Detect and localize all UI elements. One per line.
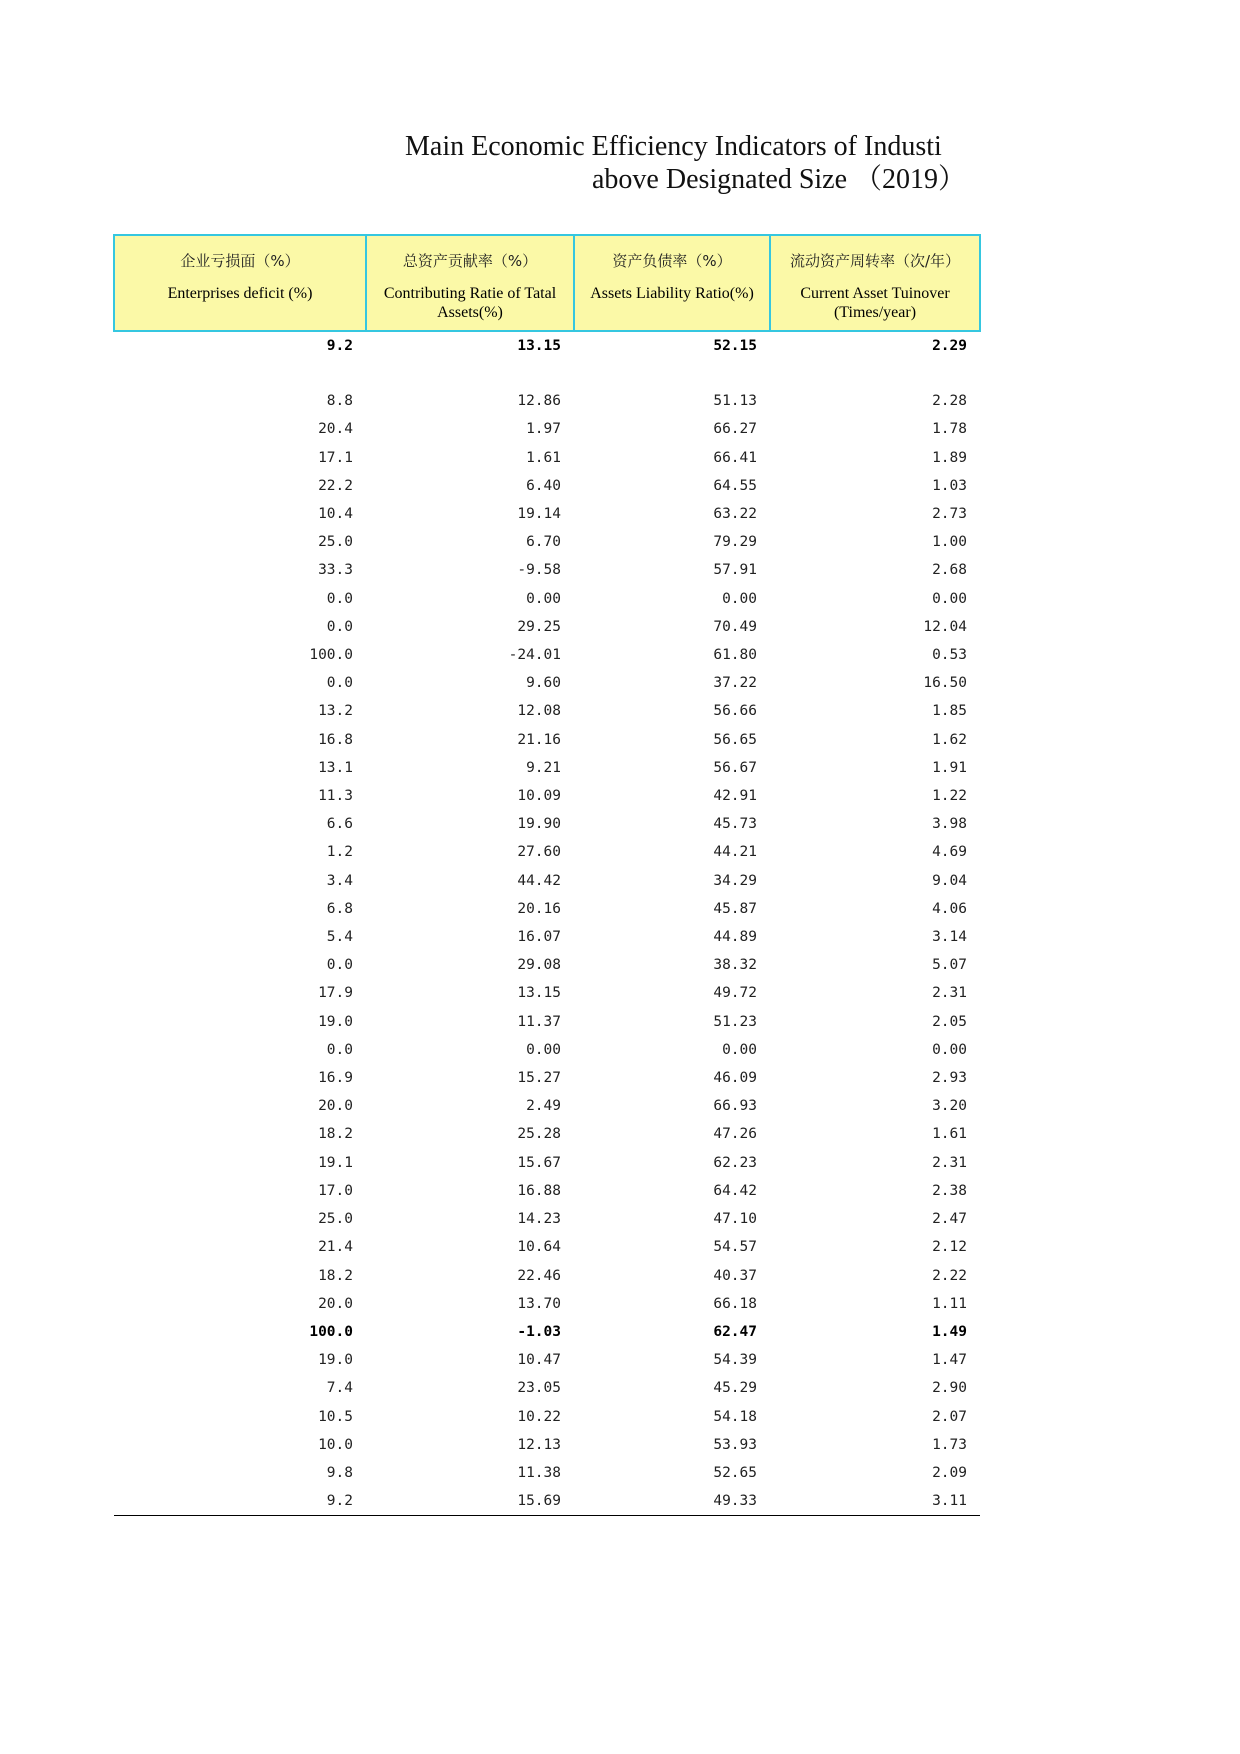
table-cell: 64.42	[713, 1182, 757, 1199]
table-row	[114, 1487, 980, 1516]
table-cell: 9.2	[114, 1487, 366, 1516]
table-row	[114, 726, 980, 754]
table-cell	[770, 360, 980, 387]
table-row	[114, 415, 980, 443]
table-cell: 20.0	[318, 1098, 353, 1115]
table-cell: 2.68	[932, 562, 967, 579]
table-row	[114, 754, 980, 782]
table-cell: 15.67	[517, 1154, 561, 1171]
table-cell: 57.91	[713, 562, 757, 579]
header-en: Enterprises deficit (%)	[167, 285, 313, 302]
table-cell: 19.0	[318, 1013, 353, 1030]
table-cell: 1.00	[932, 534, 967, 551]
table-cell: 12.04	[923, 618, 967, 635]
table-row	[114, 1318, 980, 1346]
header-assets-liability	[574, 235, 770, 331]
table-cell: 10.64	[517, 1239, 561, 1256]
table-row	[114, 1120, 980, 1148]
table-cell: 3.20	[932, 1098, 967, 1115]
table-cell: 66.27	[713, 421, 757, 438]
table-cell: 5.4	[326, 929, 353, 946]
table-cell: 54.39	[713, 1352, 757, 1369]
table-cell: 13.70	[517, 1295, 561, 1312]
table-cell	[114, 360, 366, 387]
table-cell: 45.29	[713, 1380, 757, 1397]
table-cell: 9.21	[526, 759, 561, 776]
table-cell: 1.91	[932, 759, 967, 776]
table-header	[114, 235, 980, 331]
table-row	[114, 472, 980, 500]
indicators-table	[113, 234, 981, 1516]
table-cell: 29.25	[517, 618, 561, 635]
header-zh: 总资产贡献率（%）	[402, 252, 538, 270]
table-cell: 33.3	[318, 562, 353, 579]
table-cell: 54.18	[713, 1408, 757, 1425]
table-cell: 1.97	[526, 421, 561, 438]
table-row	[114, 669, 980, 697]
table-cell: 10.5	[318, 1408, 353, 1425]
table-row	[114, 810, 980, 838]
table-row	[114, 1403, 980, 1431]
table-cell: 2.09	[932, 1464, 967, 1481]
title-line-2: above Designated Size （2019）	[592, 164, 967, 195]
table-cell: 21.4	[318, 1239, 353, 1256]
table-row	[114, 528, 980, 556]
table-row	[114, 1346, 980, 1374]
table-cell: 9.04	[932, 872, 967, 889]
table-cell: 53.93	[713, 1436, 757, 1453]
table-cell: 11.3	[318, 788, 353, 805]
table-row	[114, 1205, 980, 1233]
table-cell: 2.47	[932, 1211, 967, 1228]
table-cell: 47.26	[713, 1126, 757, 1143]
header-en: Contributing Ratie of Tatal Assets(%)	[383, 285, 557, 321]
table-cell: 7.4	[326, 1380, 353, 1397]
header-enterprises-deficit	[114, 235, 366, 331]
table-cell: 25.0	[318, 534, 353, 551]
table-cell: 16.07	[517, 929, 561, 946]
table-row	[114, 1177, 980, 1205]
table-cell: 1.2	[326, 844, 353, 861]
table-cell: 62.23	[713, 1154, 757, 1171]
table-cell: 4.06	[932, 900, 967, 917]
table-cell: 17.9	[318, 985, 353, 1002]
table-row	[114, 782, 980, 810]
table-cell: 6.40	[526, 477, 561, 494]
table-row	[114, 641, 980, 669]
table-cell: 2.31	[932, 985, 967, 1002]
table-cell: 18.2	[318, 1267, 353, 1284]
table-cell: 1.62	[932, 731, 967, 748]
table-cell: 10.4	[318, 506, 353, 523]
table-cell: 20.0	[318, 1295, 353, 1312]
table-cell: 1.03	[932, 477, 967, 494]
table-cell: 1.85	[932, 703, 967, 720]
table-row	[114, 697, 980, 725]
table-row	[114, 1149, 980, 1177]
table-cell: 12.13	[517, 1436, 561, 1453]
table-cell: 0.00	[932, 1041, 967, 1058]
table-cell: 1.47	[932, 1352, 967, 1369]
table-cell: 19.90	[517, 816, 561, 833]
table-row	[114, 951, 980, 979]
table-cell: 34.29	[713, 872, 757, 889]
table-cell: 20.4	[318, 421, 353, 438]
table-cell: 1.78	[932, 421, 967, 438]
table-cell: 52.65	[713, 1464, 757, 1481]
table-cell: 2.28	[932, 393, 967, 410]
table-cell: 46.09	[713, 1070, 757, 1087]
table-cell: 3.11	[770, 1487, 980, 1516]
table-cell: 16.50	[923, 675, 967, 692]
table-row	[114, 613, 980, 641]
table-cell: 23.05	[517, 1380, 561, 1397]
table-cell: 61.80	[713, 647, 757, 664]
table-cell: 5.07	[932, 957, 967, 974]
table-cell: -1.03	[517, 1323, 561, 1340]
table-cell: 2.90	[932, 1380, 967, 1397]
table-cell: 16.88	[517, 1182, 561, 1199]
table-cell: 17.0	[318, 1182, 353, 1199]
table-cell: 13.1	[318, 759, 353, 776]
table-cell: 12.08	[517, 703, 561, 720]
table-cell: 63.22	[713, 506, 757, 523]
header-zh: 企业亏损面（%）	[180, 252, 300, 270]
table-cell: 25.28	[517, 1126, 561, 1143]
table-cell: 42.91	[713, 788, 757, 805]
table-cell: 56.66	[713, 703, 757, 720]
table-cell: 64.55	[713, 477, 757, 494]
table-cell: 44.89	[713, 929, 757, 946]
table-row	[114, 1092, 980, 1120]
table-cell: 79.29	[713, 534, 757, 551]
table-cell: 2.49	[526, 1098, 561, 1115]
table-cell: 1.22	[932, 788, 967, 805]
table-row	[114, 1008, 980, 1036]
table-cell: 17.1	[318, 449, 353, 466]
table-cell: 2.29	[932, 338, 967, 354]
table-cell: 21.16	[517, 731, 561, 748]
table-cell: 56.67	[713, 759, 757, 776]
table-row	[114, 1262, 980, 1290]
table-cell: 6.8	[326, 900, 353, 917]
table-row	[114, 585, 980, 613]
table-cell: 1.11	[932, 1295, 967, 1312]
table-cell: 0.0	[326, 957, 353, 974]
table-cell: 15.27	[517, 1070, 561, 1087]
table-cell: 25.0	[318, 1211, 353, 1228]
table-cell: 1.61	[526, 449, 561, 466]
table-cell: 44.21	[713, 844, 757, 861]
table-cell: 52.15	[713, 338, 757, 354]
table-cell: 2.07	[932, 1408, 967, 1425]
table-row	[114, 1233, 980, 1261]
table-cell: 0.00	[722, 590, 757, 607]
table-cell: 22.2	[318, 477, 353, 494]
table-cell: 6.70	[526, 534, 561, 551]
table-cell: 10.09	[517, 788, 561, 805]
table-cell: 10.47	[517, 1352, 561, 1369]
table-row	[114, 1374, 980, 1402]
table-cell: 0.0	[326, 675, 353, 692]
table-cell: 15.69	[366, 1487, 574, 1516]
table-row	[114, 1036, 980, 1064]
table-cell: 11.37	[517, 1013, 561, 1030]
table-cell: 14.23	[517, 1211, 561, 1228]
table-cell: 62.47	[713, 1323, 757, 1340]
table-cell: 2.05	[932, 1013, 967, 1030]
table-row	[114, 1459, 980, 1487]
table-cell: 8.8	[326, 393, 353, 410]
table-cell: 13.2	[318, 703, 353, 720]
table-row	[114, 556, 980, 584]
table-cell: 45.73	[713, 816, 757, 833]
table-cell: 66.18	[713, 1295, 757, 1312]
table-cell	[366, 360, 574, 387]
table-row	[114, 500, 980, 528]
table-cell: 1.49	[932, 1323, 967, 1340]
table-cell: 1.73	[932, 1436, 967, 1453]
table-row	[114, 1064, 980, 1092]
table-cell: 12.86	[517, 393, 561, 410]
table-cell: 2.73	[932, 506, 967, 523]
header-en: Assets Liability Ratio(%)	[590, 285, 754, 302]
table-cell: -24.01	[508, 647, 561, 664]
table-cell: 45.87	[713, 900, 757, 917]
table-cell: 2.31	[932, 1154, 967, 1171]
table-cell: 38.32	[713, 957, 757, 974]
table-cell: 37.22	[713, 675, 757, 692]
table-cell: 66.93	[713, 1098, 757, 1115]
table-row	[114, 360, 980, 387]
table-cell: 2.93	[932, 1070, 967, 1087]
table-cell: 19.0	[318, 1352, 353, 1369]
table-cell: 11.38	[517, 1464, 561, 1481]
table-cell	[574, 360, 770, 387]
table-cell: 16.9	[318, 1070, 353, 1087]
table-cell: 20.16	[517, 900, 561, 917]
table-cell: 13.15	[517, 985, 561, 1002]
table-cell: 70.49	[713, 618, 757, 635]
table-row	[114, 1290, 980, 1318]
header-zh: 资产负债率（%）	[612, 252, 732, 270]
table-cell: -9.58	[517, 562, 561, 579]
table-cell: 0.00	[722, 1041, 757, 1058]
table-row	[114, 1431, 980, 1459]
table-cell: 18.2	[318, 1126, 353, 1143]
table-cell: 40.37	[713, 1267, 757, 1284]
table-cell: 1.61	[932, 1126, 967, 1143]
table-cell: 51.23	[713, 1013, 757, 1030]
table-row	[114, 331, 980, 360]
table-cell: 3.4	[326, 872, 353, 889]
table-cell: 66.41	[713, 449, 757, 466]
header-contributing-ratio	[366, 235, 574, 331]
header-zh: 流动资产周转率（次/年）	[789, 252, 961, 270]
table-cell: 9.2	[326, 338, 353, 354]
title-line-1: Main Economic Efficiency Indicators of Industi	[405, 131, 942, 162]
table-cell: 100.0	[309, 1323, 353, 1340]
table-cell: 10.0	[318, 1436, 353, 1453]
table-row	[114, 895, 980, 923]
table-row	[114, 838, 980, 866]
table-body	[114, 331, 980, 1516]
table-cell: 2.22	[932, 1267, 967, 1284]
table-cell: 49.33	[574, 1487, 770, 1516]
table-cell: 19.1	[318, 1154, 353, 1171]
table-cell: 0.0	[326, 1041, 353, 1058]
table-cell: 4.69	[932, 844, 967, 861]
table-cell: 0.0	[326, 590, 353, 607]
table-cell: 100.0	[309, 647, 353, 664]
table-cell: 10.22	[517, 1408, 561, 1425]
table-cell: 54.57	[713, 1239, 757, 1256]
table-row	[114, 444, 980, 472]
table-cell: 0.00	[526, 1041, 561, 1058]
table-cell: 9.8	[326, 1464, 353, 1481]
table-cell: 13.15	[517, 338, 561, 354]
table-cell: 51.13	[713, 393, 757, 410]
table-cell: 9.60	[526, 675, 561, 692]
table-row	[114, 867, 980, 895]
table-cell: 56.65	[713, 731, 757, 748]
table-cell: 22.46	[517, 1267, 561, 1284]
header-current-asset-turnover	[770, 235, 980, 331]
table-cell: 3.98	[932, 816, 967, 833]
table-cell: 6.6	[326, 816, 353, 833]
table-cell: 29.08	[517, 957, 561, 974]
table-cell: 19.14	[517, 506, 561, 523]
table-cell: 0.00	[526, 590, 561, 607]
table-cell: 0.53	[932, 647, 967, 664]
table-cell: 49.72	[713, 985, 757, 1002]
table-row	[114, 923, 980, 951]
table-cell: 1.89	[932, 449, 967, 466]
table-row	[114, 387, 980, 415]
table-row	[114, 979, 980, 1007]
table-cell: 44.42	[517, 872, 561, 889]
table-cell: 27.60	[517, 844, 561, 861]
table-cell: 47.10	[713, 1211, 757, 1228]
table-cell: 2.38	[932, 1182, 967, 1199]
table-cell: 0.0	[326, 618, 353, 635]
table-cell: 2.12	[932, 1239, 967, 1256]
table-cell: 16.8	[318, 731, 353, 748]
header-en: Current Asset Tuinover (Times/year)	[800, 285, 950, 321]
page-title	[405, 130, 975, 196]
table-cell: 0.00	[932, 590, 967, 607]
table-cell: 3.14	[932, 929, 967, 946]
